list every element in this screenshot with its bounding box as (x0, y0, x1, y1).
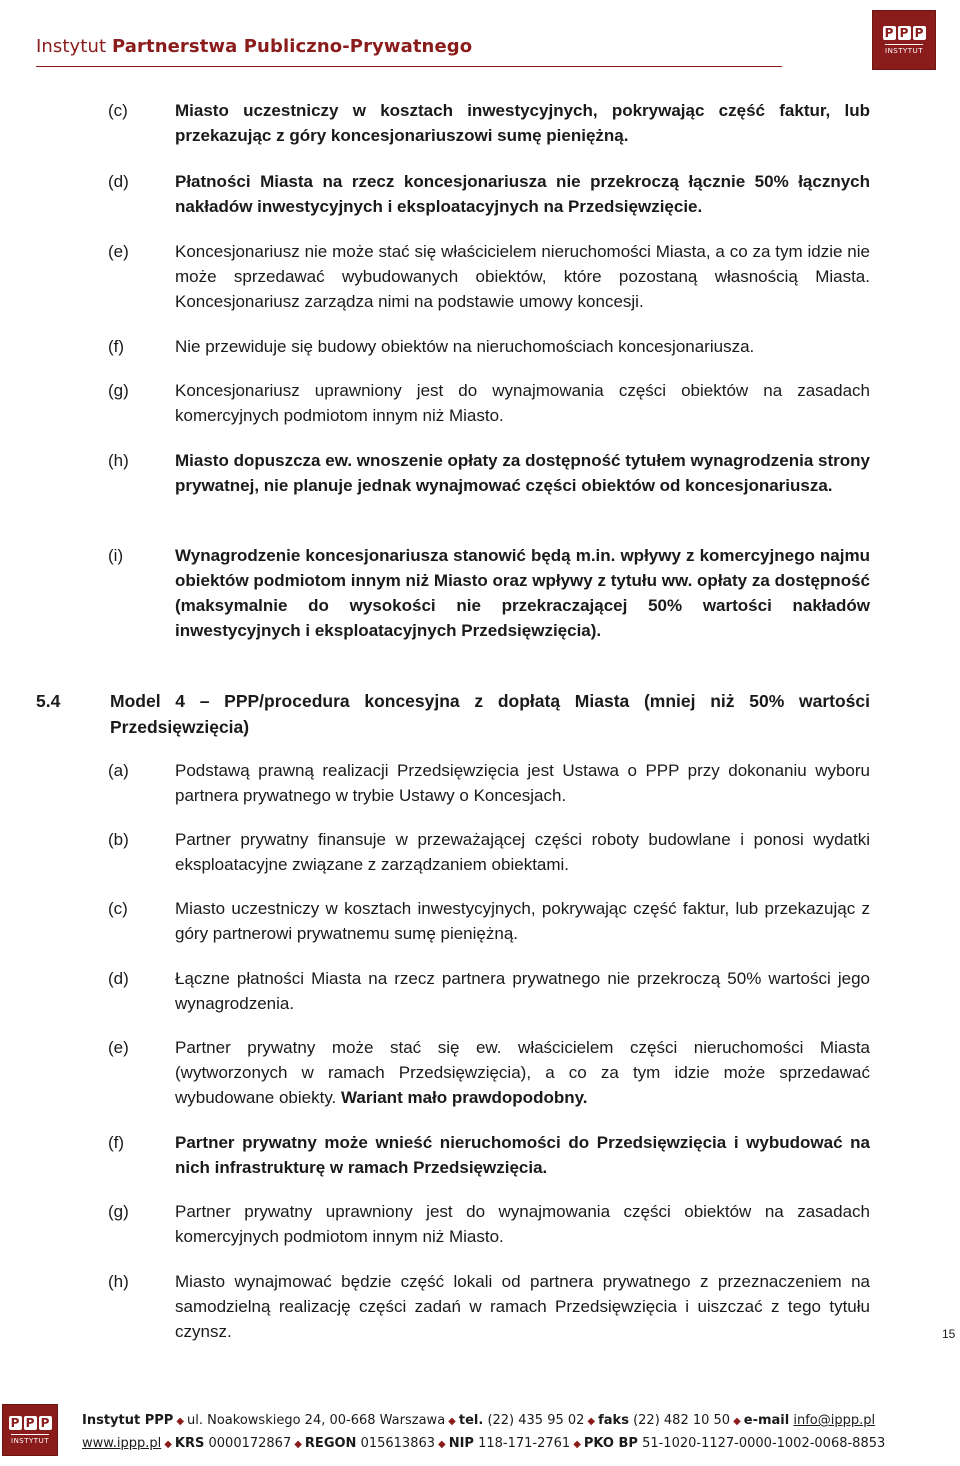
ppp-logo: P P P INSTYTUT (872, 10, 936, 70)
footer-line-registry: www.ippp.pl ◆ KRS 0000172867 ◆ REGON 015613863 ◆ NIP 118-171-2761 ◆ PKO BP 51-1020-1127-0000-1002-0068-8853 (82, 1436, 886, 1451)
page-number: 15 (942, 1327, 956, 1341)
diamond-separator-icon: ◆ (176, 1416, 185, 1427)
website-link[interactable]: www.ippp.pl (82, 1436, 162, 1451)
logo-mark: P P P (9, 1416, 52, 1430)
diamond-separator-icon: ◆ (733, 1416, 741, 1427)
page-footer (82, 1410, 885, 1456)
footer-line-contact: Instytut PPP ◆ ul. Noakowskiego 24, 00-668 Warszawa ◆ tel. (22) 435 95 02 ◆ faks (22) 482 10 50 ◆ e-mail info@ippp.pl (82, 1413, 876, 1428)
diamond-separator-icon: ◆ (294, 1439, 302, 1450)
header-rule (36, 66, 782, 67)
footer-logo: P P P INSTYTUT (2, 1404, 58, 1456)
diamond-separator-icon: ◆ (438, 1439, 446, 1450)
diamond-separator-icon: ◆ (164, 1439, 172, 1450)
page-header (36, 36, 782, 66)
logo-mark: P P P (883, 26, 926, 40)
diamond-separator-icon: ◆ (587, 1416, 596, 1427)
header-title: Instytut Partnerstwa Publiczno-Prywatnego (36, 36, 473, 57)
diamond-separator-icon: ◆ (573, 1439, 581, 1450)
email-link[interactable]: info@ippp.pl (793, 1413, 876, 1428)
diamond-separator-icon: ◆ (448, 1416, 456, 1427)
